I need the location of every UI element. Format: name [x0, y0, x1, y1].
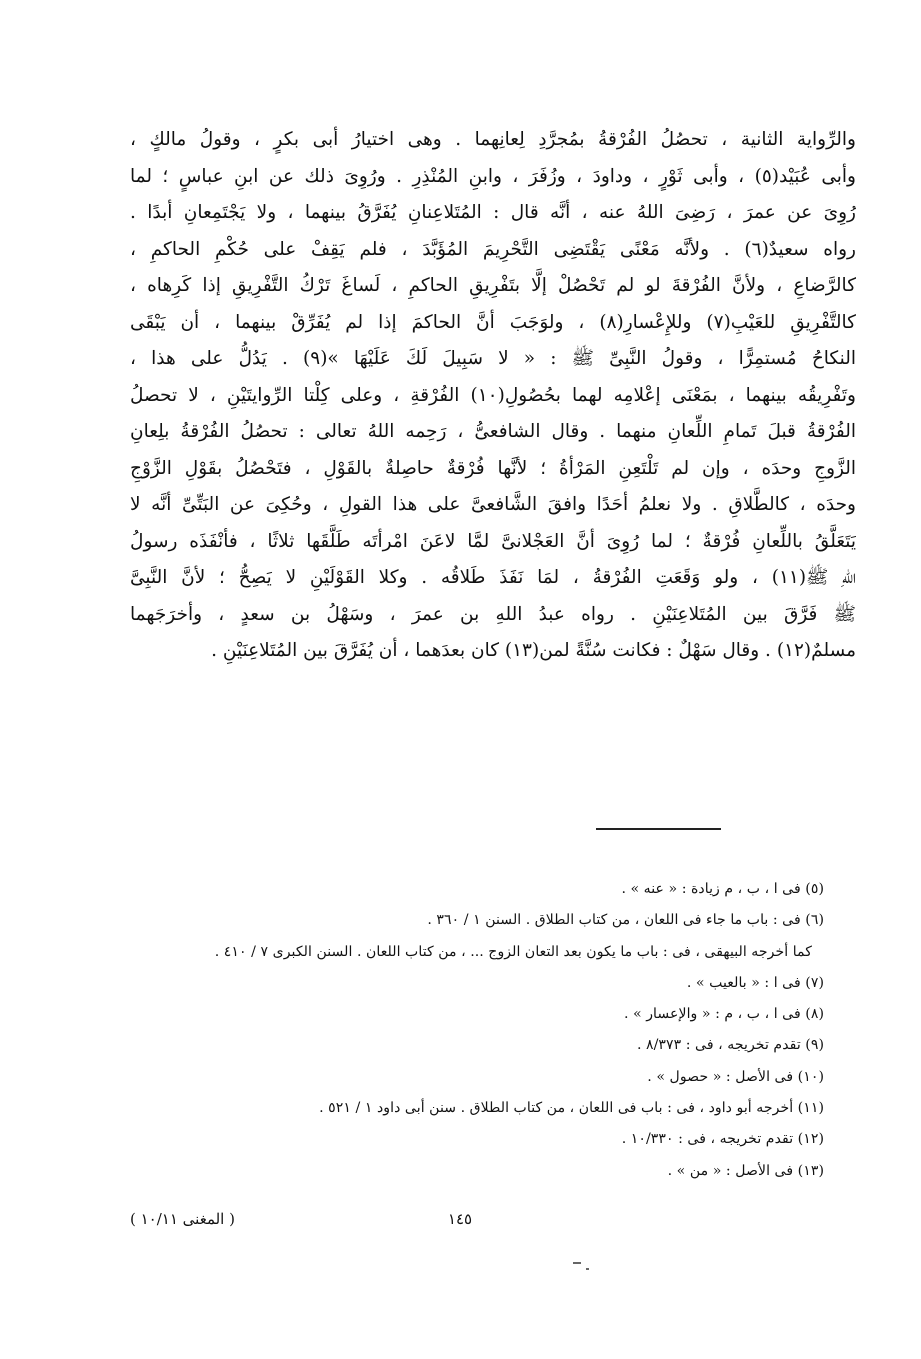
footnotes-block: [110, 874, 824, 1187]
footnote-continuation: كما أخرجه البيهقى ، فى : باب ما يكون بعد التعان الزوج ... ، من كتاب اللعان . السنن الكبرى ٧ / ٤١٠ .: [214, 943, 812, 960]
body-line: وأبى عُبَيْد(٥) ، وأبى ثَوْرٍ ، وداودَ ، وزُفَرَ ، وابنِ المُنْذِرِ . ورُوِىَ ذلك عن ابنِ عباسٍ ؛ لما: [130, 165, 856, 187]
body-line: ﷺ فَرَّقَ بين المُتَلاعِنَيْنِ . رواه عبدُ اللهِ بن عمرَ ، وسَهْلُ بن سعدٍ ، وأخرَجَهما: [130, 603, 856, 625]
body-line: رواه سعيدٌ(٦) . ولأنَّه مَعْنًى يَقْتَضِى التَّحْرِيمَ المُؤَبَّدَ ، فلم يَقِفْ على حُكْمِ الحاكمِ ،: [130, 238, 856, 260]
running-reference: ( المغنى ١٠/١١ ): [130, 1210, 235, 1228]
body-line: رُوِىَ عن عمرَ ، رَضِىَ اللهُ عنه ، أنَّه قال : المُتَلاعِنانِ يُفَرَّقُ بينهما ، ولا يَجْتَمِعانِ أبدًا .: [130, 202, 856, 223]
body-line: النكاحُ مُستمِرًّا ، وقولُ النَّبِىِّ ﷺ : « لا سَبِيلَ لَكَ عَلَيْهَا »(٩) . يَدُلُّ على هذا ،: [130, 348, 856, 369]
footnote: (١٣) فى الأصل : « من » .: [667, 1162, 824, 1179]
main-text-block: [130, 122, 856, 670]
page-footer: [0, 1210, 921, 1238]
body-line: مسلمٌ(١٢) . وقال سَهْلٌ : فكانت سُنَّةً لمن(١٣) كان بعدَهما ، أن يُفَرَّقَ بين المُتَلاعِنَيْنِ .: [211, 640, 856, 661]
body-line: وتَفْرِيقُه بينهما ، بمَعْنَى إعْلامِه لهما بحُصُولِ(١٠) الفُرْقةِ ، وعلى كِلْتا الرِّوايتَيْنِ ، لا تحصلُ: [130, 384, 856, 406]
footnote: (١١) أخرجه أبو داود ، فى : باب فى اللعان ، من كتاب الطلاق . سنن أبى داود ١ / ٥٢١ .: [319, 1100, 824, 1117]
scan-speck: [573, 1262, 581, 1264]
body-line: الزَّوجِ وحدَه ، وإن لم تَلْتَعِنِ المَرْأةُ ؛ لأنَّها فُرْقةٌ حاصِلةٌ بالقَوْلِ ، فتَحْصُلُ بقَوْلِ الزَّوْجِ: [130, 457, 856, 479]
footnote: (٩) تقدم تخريجه ، فى : ٨/٣٧٣ .: [636, 1037, 824, 1054]
scan-speck: [586, 1268, 589, 1270]
page-number: ١٤٥: [447, 1210, 473, 1228]
footnote: (٥) فى ا ، ب ، م زيادة : « عنه » .: [621, 881, 824, 897]
body-line: وحدَه ، كالطَّلاقِ . ولا نعلمُ أحَدًا وافقَ الشَّافعىَّ على هذا القولِ ، وحُكِىَ عن البَتِّىِّ أنَّه لا: [130, 494, 856, 515]
body-line: يَتَعَلَّقُ باللِّعانِ فُرْقةٌ ؛ لما رُوِىَ أنَّ العَجْلانىَّ لمَّا لاعَنَ امْرأتَه طَلَّقَها ثلاثًا ، فأنْفَذَه رسولُ: [130, 530, 856, 552]
footnote: (٦) فى : باب ما جاء فى اللعان ، من كتاب الطلاق . السنن ١ / ٣٦٠ .: [427, 912, 824, 929]
footnote: (١٠) فى الأصل : « حصول » .: [647, 1068, 824, 1085]
body-line: الفُرْقةُ قبلَ تَمامِ اللِّعانِ منهما . وقال الشافعىُّ ، رَحِمه اللهُ تعالى : تحصُلُ الفُرْقةُ بلِعانِ: [130, 421, 856, 442]
footnote: (١٢) تقدم تخريجه ، فى : ١٠/٣٣٠ .: [621, 1131, 824, 1148]
body-line: اللهِ ﷺ(١١) ، ولو وَقَعَتِ الفُرْقةُ ، لمَا نَفَذَ طَلاقُه . وكلا القَوْلَيْنِ لا يَصِحُّ ؛ لأنَّ النَّبِىَّ: [130, 567, 856, 588]
body-line: كالرَّضاعِ ، ولأنَّ الفُرْقةَ لو لم تَحْصُلْ إلَّا بتَفْرِيقِ الحاكمِ ، لَساغَ تَرْكُ التَّفْرِيقِ إذا كَرِهاه ،: [130, 275, 856, 296]
body-line: والرِّواية الثانية ، تحصُلُ الفُرْقةُ بمُجرَّدِ لِعانِهما . وهى اختيارُ أبى بكرٍ ، وقولُ مالكٍ ،: [130, 129, 856, 150]
footnote: (٧) فى ا : « بالعيب » .: [686, 974, 824, 991]
footnote: (٨) فى ا ، ب ، م : « والإعسار » .: [624, 1006, 824, 1023]
body-line: كالتَّفْرِيقِ للعَيْبِ(٧) وللإِعْسارِ(٨) ، ولوَجَبَ أنَّ الحاكمَ إذا لم يُفَرِّقْ بينهما ، أن يَبْقَى: [130, 311, 856, 333]
footnote-separator: [596, 828, 721, 830]
